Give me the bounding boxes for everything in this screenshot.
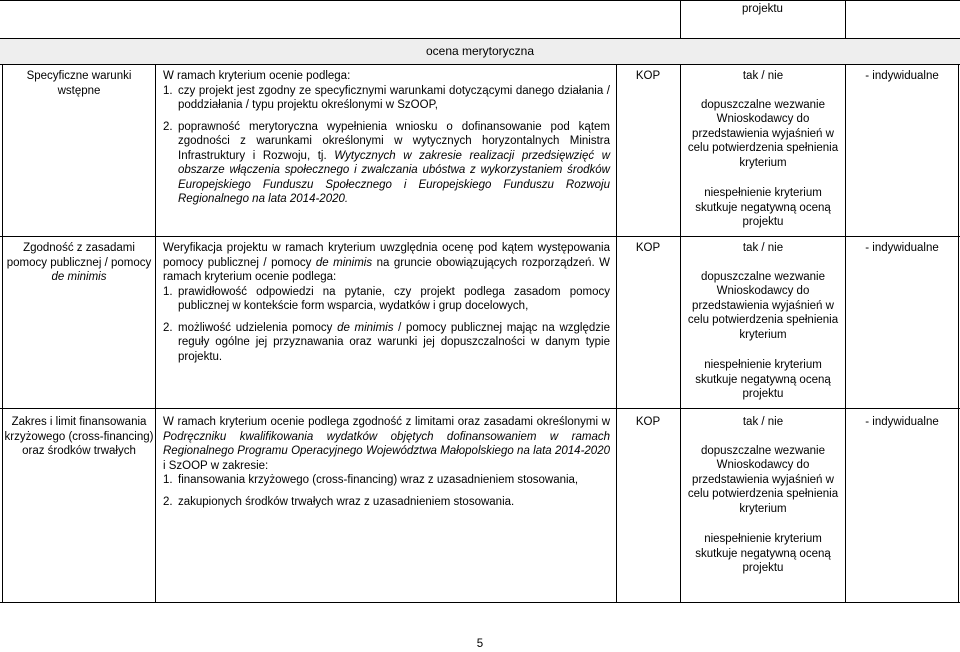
rule	[680, 64, 681, 602]
criterion-name: Specyficzne warunki wstępne	[26, 70, 132, 97]
criterion-name: Zakres i limit finansowania krzyżowego (cross-financing) oraz środków trwałych	[4, 416, 154, 457]
rule	[0, 408, 960, 409]
page-number: 5	[476, 638, 484, 650]
list-item: 1. prawidłowość odpowiedzi na pytanie, czy projekt podlega zasadom pomocy publicznej w kontekście form wsparcia, wydatków i grup docelowych,	[163, 285, 610, 312]
failure-note: niespełnienie kryterium skutkuje negatywną oceną projektu	[695, 359, 831, 400]
rule	[616, 64, 617, 602]
rule	[845, 0, 846, 39]
rule	[155, 64, 156, 602]
criterion-type: - indywidualne	[865, 242, 939, 254]
rule	[0, 602, 960, 603]
evaluation-result: tak / nie dopuszczalne wezwanie Wnioskodawcy do przedstawienia wyjaśnień w celu potwierdzenia spełnienia kryterium niespełnienie kryterium skutkuje negatywną oceną projektu	[682, 415, 844, 576]
evaluation-result: tak / nie dopuszczalne wezwanie Wnioskodawcy do przedstawienia wyjaśnień w celu potwierdzenia spełnienia kryterium niespełnienie kryterium skutkuje negatywną oceną projektu	[682, 69, 844, 230]
evaluator: KOP	[635, 416, 661, 428]
list-item: 2. zakupionych środków trwałych wraz z uzasadnieniem stosowania.	[163, 495, 515, 508]
list-item: 2. poprawność merytoryczna wypełnienia wniosku o dofinansowanie pod kątem zgodności z warunkami określonymi w wytycznych horyzontalnych Ministra Infrastruktury i Rozwoju, tj. Wytycznych w zakresie realizacji przedsięwzięć w obszarze włączenia społecznego i zwalczania ubóstwa z wykorzystaniem środków Europejskiego Funduszu Społecznego i Europejskiego Funduszu Rozwoju Regionalnego na lata 2014-2020.	[163, 120, 611, 205]
header-top-right-text: projektu	[742, 3, 783, 15]
evaluator: KOP	[635, 242, 661, 254]
list-item: 1. czy projekt jest zgodny ze specyficznymi warunkami dotyczącymi danego działania / poddziałania / typu projektu określonymi w SzOOP,	[163, 84, 610, 111]
failure-note: niespełnienie kryterium skutkuje negatywną oceną projektu	[695, 533, 831, 574]
intro-text: W ramach kryterium ocenie podlega zgodność z limitami oraz zasadami określonymi w Podręczniku kwalifikowania wydatków objętych dofinansowaniem w ramach Regionalnego Programu Operacyjnego Województwa Małopolskiego na lata 2014-2020 i SzOOP w zakresie:	[163, 416, 610, 472]
criterion-description	[163, 415, 610, 509]
criterion-list	[163, 473, 610, 509]
clarification-note: dopuszczalne wezwanie Wnioskodawcy do przedstawienia wyjaśnień w celu potwierdzenia spełnienia kryterium	[687, 98, 839, 169]
intro-text: W ramach kryterium ocenie podlega:	[163, 70, 351, 82]
rule	[958, 64, 959, 602]
criterion-list	[163, 285, 610, 365]
intro-text: Weryfikacja projektu w ramach kryterium uwzględnia ocenę pod kątem występowania pomocy publicznej / pomocy de minimis na gruncie obowiązujących rozporządzeń. W ramach kryterium ocenie podlega:	[163, 242, 610, 283]
list-item: 1. finansowania krzyżowego (cross-financing) wraz z uzasadnieniem stosowania,	[163, 474, 579, 486]
criterion-type: - indywidualne	[865, 70, 939, 82]
rule	[0, 236, 960, 237]
list-item: 2. możliwość udzielenia pomocy de minimis / pomocy publicznej mając na względzie reguły ogólne jej przyznawania oraz warunki jej dopuszczalności w danym typie projektu.	[163, 321, 610, 363]
criterion-type: - indywidualne	[865, 416, 939, 428]
evaluation-result: tak / nie dopuszczalne wezwanie Wnioskodawcy do przedstawienia wyjaśnień w celu potwierdzenia spełnienia kryterium niespełnienie kryterium skutkuje negatywną oceną projektu	[682, 241, 844, 402]
rule	[0, 64, 960, 65]
criterion-description	[163, 241, 610, 364]
rule	[0, 38, 960, 39]
clarification-note: dopuszczalne wezwanie Wnioskodawcy do przedstawienia wyjaśnień w celu potwierdzenia spełnienia kryterium	[687, 270, 839, 341]
criterion-description	[163, 69, 610, 207]
rule	[845, 64, 846, 602]
rule	[0, 0, 960, 1]
section-title: ocena merytoryczna	[425, 44, 535, 58]
clarification-note: dopuszczalne wezwanie Wnioskodawcy do przedstawienia wyjaśnień w celu potwierdzenia spełnienia kryterium	[687, 444, 839, 515]
failure-note: niespełnienie kryterium skutkuje negatywną oceną projektu	[695, 187, 831, 228]
evaluator: KOP	[635, 70, 661, 82]
rule	[2, 64, 3, 602]
rule	[680, 0, 681, 39]
criterion-list	[163, 84, 610, 207]
criterion-name: Zgodność z zasadami pomocy publicznej / pomocy de minimis	[6, 242, 152, 283]
